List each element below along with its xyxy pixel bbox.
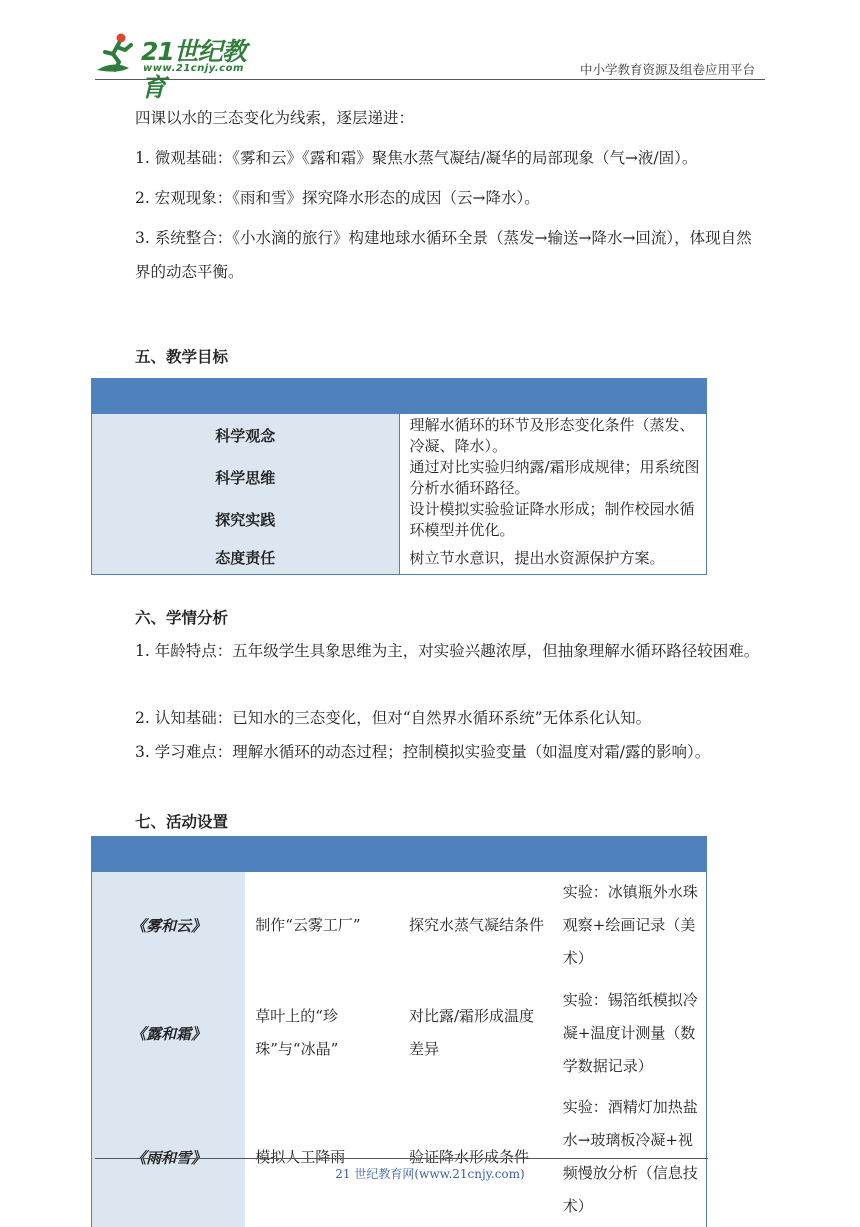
- goal-text: 树立节水意识，提出水资源保护方案。: [399, 540, 707, 575]
- footer-divider: [95, 1158, 708, 1159]
- activity-name: 模拟人工降雨: [255, 1147, 346, 1166]
- platform-name: 中小学教育资源及组卷应用平台: [579, 62, 755, 77]
- runner-logo-icon: [93, 30, 143, 78]
- section-title-learner-analysis: 六、学情分析: [135, 609, 229, 627]
- goal-text: 理解水循环的环节及形态变化条件（蒸发、冷凝、降水）。: [399, 414, 707, 456]
- section-title-activities: 七、活动设置: [135, 813, 229, 831]
- header-divider: [95, 79, 765, 80]
- intro-lead: 四课以水的三态变化为线索，逐层递进：: [135, 109, 415, 127]
- goal-label: 科学思维: [92, 456, 400, 498]
- goal-text: 通过对比实验归纳露/霜形成规律；用系统图分析水循环路径。: [399, 456, 707, 498]
- section-title-goals: 五、教学目标: [135, 348, 229, 366]
- intro-item-3: 3. 系统整合：《小水滴的旅行》构建地球水循环全景（蒸发→输送→降水→回流），体现自然界的动态平衡。: [135, 229, 752, 281]
- intro-item-1: 1. 微观基础：《雾和云》《露和霜》聚焦水蒸气凝结/凝华的局部现象（气→液/固）。: [135, 149, 698, 167]
- goal-label: 态度责任: [92, 540, 400, 575]
- table-row: [92, 456, 707, 498]
- logo: [93, 30, 263, 102]
- activity-goal: 探究水蒸气凝结条件: [409, 916, 545, 934]
- logo-brand-text: 21世纪教育: [141, 37, 246, 102]
- activity-goal: 验证降水形成条件: [409, 1147, 530, 1166]
- lesson-name: 《雨和雪》: [92, 1087, 246, 1227]
- activity-method: 实验：冰镇瓶外水珠观察+绘画记录（美术）: [562, 883, 698, 967]
- activity-goal: 对比露/霜形成温度差异: [409, 1007, 535, 1058]
- table-row: [92, 498, 707, 540]
- table-row: [92, 872, 707, 980]
- goal-text: 设计模拟实验验证降水形成；制作校园水循环模型并优化。: [399, 498, 707, 540]
- table-row: [92, 1087, 707, 1227]
- activities-table-header: [92, 836, 707, 872]
- page-footer: 21 世纪教育网(www.21cnjy.com): [335, 1167, 525, 1181]
- goal-label: 科学观念: [92, 414, 400, 456]
- activity-name: 制作“云雾工厂”: [255, 916, 361, 934]
- goal-label: 探究实践: [92, 498, 400, 540]
- goals-table-header: [92, 379, 707, 415]
- learner-item-2: 2. 认知基础：已知水的三态变化，但对“自然界水循环系统”无体系化认知。: [135, 709, 652, 727]
- logo-site-text: www.21cnjy.com: [143, 63, 244, 74]
- learner-item-1: 1. 年龄特点：五年级学生具象思维为主，对实验兴趣浓厚，但抽象理解水循环路径较困难。: [135, 642, 760, 660]
- table-row: [92, 414, 707, 456]
- page-header: [0, 0, 860, 102]
- table-row: [92, 979, 707, 1087]
- learner-item-3: 3. 学习难点：理解水循环的动态过程；控制模拟实验变量（如温度对霜/露的影响）。: [135, 743, 711, 761]
- goals-table: [91, 378, 707, 575]
- activity-method: 实验：锡箔纸模拟冷凝+温度计测量（数学数据记录）: [562, 990, 698, 1075]
- table-row: [92, 540, 707, 575]
- lesson-name: 《雾和云》: [92, 872, 246, 980]
- activity-name: 草叶上的“珍珠”与“冰晶”: [255, 1007, 339, 1058]
- activity-method: 实验：酒精灯加热盐水→玻璃板冷凝+视频慢放分析（信息技术）: [562, 1098, 698, 1215]
- intro-item-2: 2. 宏观现象：《雨和雪》探究降水形态的成因（云→降水）。: [135, 189, 540, 207]
- lesson-name: 《露和霜》: [92, 979, 246, 1087]
